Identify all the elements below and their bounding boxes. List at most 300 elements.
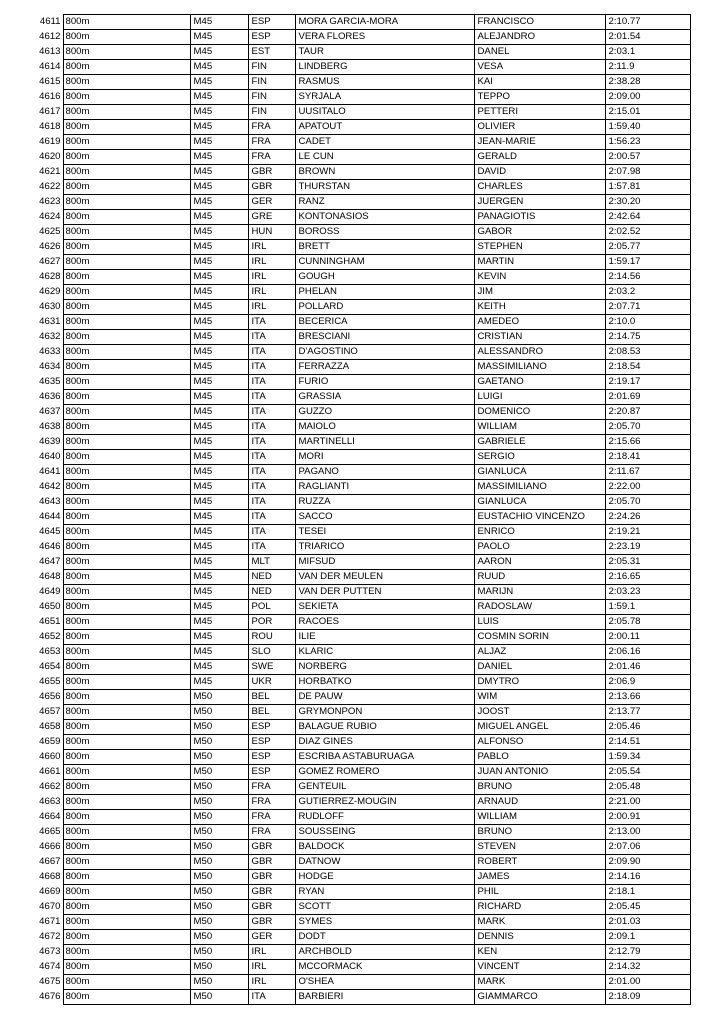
country-cell: ITA	[248, 540, 295, 555]
row-number-cell: 4622	[39, 181, 61, 192]
row-number-cell: 4665	[39, 826, 61, 837]
event-cell: 800m	[63, 540, 190, 555]
result-time-cell: 2:07.98	[605, 165, 690, 180]
row-number-cell: 4639	[39, 436, 61, 447]
event-cell: 800m	[63, 705, 190, 720]
row-number-cell: 4660	[39, 751, 61, 762]
age-category-cell: M45	[190, 135, 248, 150]
event-cell: 800m	[63, 840, 190, 855]
first-name-cell: DANEL	[474, 45, 605, 60]
country-cell: GER	[248, 195, 295, 210]
age-category-cell: M45	[190, 210, 248, 225]
first-name-cell: COSMIN SORIN	[474, 630, 605, 645]
country-cell: GBR	[248, 885, 295, 900]
row-number-cell: 4612	[39, 31, 61, 42]
table-row	[30, 330, 690, 345]
age-category-cell: M45	[190, 630, 248, 645]
country-cell: SLO	[248, 645, 295, 660]
result-time-cell: 2:05.31	[605, 555, 690, 570]
row-number-cell: 4645	[39, 526, 61, 537]
result-time-cell: 1:56.23	[605, 135, 690, 150]
table-row	[30, 675, 690, 690]
event-cell: 800m	[63, 435, 190, 450]
age-category-cell: M45	[190, 465, 248, 480]
table-row	[30, 930, 690, 945]
event-cell: 800m	[63, 405, 190, 420]
age-category-cell: M45	[190, 660, 248, 675]
table-row	[30, 225, 690, 240]
row-number-cell: 4642	[39, 481, 61, 492]
age-category-cell: M45	[190, 480, 248, 495]
age-category-cell: M50	[190, 870, 248, 885]
surname-cell: DIAZ GINES	[295, 735, 474, 750]
row-number-cell: 4611	[39, 16, 61, 27]
country-cell: GBR	[248, 900, 295, 915]
result-time-cell: 2:10.77	[605, 15, 690, 30]
row-number-cell: 4620	[39, 151, 61, 162]
country-cell: ITA	[248, 450, 295, 465]
first-name-cell: PETTERI	[474, 105, 605, 120]
first-name-cell: PHIL	[474, 885, 605, 900]
country-cell: ESP	[248, 750, 295, 765]
country-cell: HUN	[248, 225, 295, 240]
result-time-cell: 2:05.78	[605, 615, 690, 630]
result-time-cell: 1:59.34	[605, 750, 690, 765]
country-cell: NED	[248, 585, 295, 600]
result-time-cell: 2:19.17	[605, 375, 690, 390]
surname-cell: BARBIERI	[295, 990, 474, 1005]
first-name-cell: KEITH	[474, 300, 605, 315]
result-time-cell: 2:21.00	[605, 795, 690, 810]
country-cell: IRL	[248, 960, 295, 975]
result-time-cell: 2:01.03	[605, 915, 690, 930]
event-cell: 800m	[63, 600, 190, 615]
age-category-cell: M45	[190, 675, 248, 690]
age-category-cell: M45	[190, 285, 248, 300]
event-cell: 800m	[63, 360, 190, 375]
first-name-cell: PAOLO	[474, 540, 605, 555]
event-cell: 800m	[63, 495, 190, 510]
surname-cell: THURSTAN	[295, 180, 474, 195]
country-cell: ITA	[248, 390, 295, 405]
surname-cell: SYMES	[295, 915, 474, 930]
surname-cell: APATOUT	[295, 120, 474, 135]
event-cell: 800m	[63, 225, 190, 240]
table-row	[30, 90, 690, 105]
country-cell: FRA	[248, 120, 295, 135]
event-cell: 800m	[63, 465, 190, 480]
table-row	[30, 585, 690, 600]
country-cell: FRA	[248, 825, 295, 840]
country-cell: NED	[248, 570, 295, 585]
country-cell: GBR	[248, 840, 295, 855]
age-category-cell: M50	[190, 795, 248, 810]
surname-cell: FURIO	[295, 375, 474, 390]
row-number-cell: 4629	[39, 286, 61, 297]
country-cell: SWE	[248, 660, 295, 675]
result-time-cell: 2:30.20	[605, 195, 690, 210]
age-category-cell: M45	[190, 75, 248, 90]
surname-cell: RUZZA	[295, 495, 474, 510]
country-cell: GBR	[248, 915, 295, 930]
result-time-cell: 2:13.66	[605, 690, 690, 705]
table-row	[30, 390, 690, 405]
surname-cell: MARTINELLI	[295, 435, 474, 450]
first-name-cell: WIM	[474, 690, 605, 705]
age-category-cell: M45	[190, 300, 248, 315]
first-name-cell: GIANLUCA	[474, 465, 605, 480]
table-row	[30, 690, 690, 705]
table-row	[30, 405, 690, 420]
table-row	[30, 570, 690, 585]
table-row	[30, 345, 690, 360]
table-row	[30, 360, 690, 375]
country-cell: MLT	[248, 555, 295, 570]
surname-cell: GENTEUIL	[295, 780, 474, 795]
age-category-cell: M45	[190, 495, 248, 510]
country-cell: FRA	[248, 135, 295, 150]
result-time-cell: 2:05.46	[605, 720, 690, 735]
surname-cell: BRETT	[295, 240, 474, 255]
first-name-cell: BRUNO	[474, 780, 605, 795]
table-row	[30, 165, 690, 180]
result-time-cell: 2:12.79	[605, 945, 690, 960]
result-time-cell: 2:06.16	[605, 645, 690, 660]
row-number-cell: 4638	[39, 421, 61, 432]
table-row	[30, 480, 690, 495]
country-cell: FIN	[248, 90, 295, 105]
row-number-cell: 4650	[39, 601, 61, 612]
country-cell: ITA	[248, 990, 295, 1005]
country-cell: POL	[248, 600, 295, 615]
row-number-cell: 4676	[39, 991, 61, 1002]
event-cell: 800m	[63, 105, 190, 120]
surname-cell: ARCHBOLD	[295, 945, 474, 960]
country-cell: FIN	[248, 60, 295, 75]
table-row	[30, 75, 690, 90]
surname-cell: LINDBERG	[295, 60, 474, 75]
surname-cell: TAUR	[295, 45, 474, 60]
row-number-cell: 4673	[39, 946, 61, 957]
table-row	[30, 750, 690, 765]
table-row	[30, 870, 690, 885]
result-time-cell: 2:19.21	[605, 525, 690, 540]
result-time-cell: 2:09.00	[605, 90, 690, 105]
first-name-cell: STEPHEN	[474, 240, 605, 255]
row-number-cell: 4619	[39, 136, 61, 147]
table-row	[30, 30, 690, 45]
first-name-cell: GABRIELE	[474, 435, 605, 450]
first-name-cell: GIANLUCA	[474, 495, 605, 510]
first-name-cell: WILLIAM	[474, 810, 605, 825]
first-name-cell: OLIVIER	[474, 120, 605, 135]
surname-cell: TESEI	[295, 525, 474, 540]
first-name-cell: DANIEL	[474, 660, 605, 675]
country-cell: ITA	[248, 525, 295, 540]
row-number-cell: 4621	[39, 166, 61, 177]
event-cell: 800m	[63, 300, 190, 315]
result-time-cell: 2:05.48	[605, 780, 690, 795]
first-name-cell: JUAN ANTONIO	[474, 765, 605, 780]
event-cell: 800m	[63, 90, 190, 105]
event-cell: 800m	[63, 315, 190, 330]
event-cell: 800m	[63, 945, 190, 960]
result-time-cell: 2:05.54	[605, 765, 690, 780]
table-row	[30, 720, 690, 735]
table-row	[30, 780, 690, 795]
event-cell: 800m	[63, 885, 190, 900]
surname-cell: ILIE	[295, 630, 474, 645]
country-cell: IRL	[248, 270, 295, 285]
table-row	[30, 495, 690, 510]
country-cell: FIN	[248, 75, 295, 90]
surname-cell: GUTIERREZ-MOUGIN	[295, 795, 474, 810]
first-name-cell: PABLO	[474, 750, 605, 765]
event-cell: 800m	[63, 120, 190, 135]
result-time-cell: 2:18.54	[605, 360, 690, 375]
event-cell: 800m	[63, 240, 190, 255]
row-number-cell: 4644	[39, 511, 61, 522]
table-row	[30, 270, 690, 285]
surname-cell: HODGE	[295, 870, 474, 885]
row-number-cell: 4640	[39, 451, 61, 462]
country-cell: ITA	[248, 345, 295, 360]
surname-cell: MORA GARCIA-MORA	[295, 15, 474, 30]
event-cell: 800m	[63, 180, 190, 195]
age-category-cell: M45	[190, 420, 248, 435]
surname-cell: O'SHEA	[295, 975, 474, 990]
result-time-cell: 2:00.11	[605, 630, 690, 645]
table-row	[30, 810, 690, 825]
row-number-cell: 4641	[39, 466, 61, 477]
table-row	[30, 180, 690, 195]
surname-cell: RYAN	[295, 885, 474, 900]
age-category-cell: M45	[190, 360, 248, 375]
first-name-cell: LUIS	[474, 615, 605, 630]
age-category-cell: M45	[190, 510, 248, 525]
age-category-cell: M50	[190, 690, 248, 705]
event-cell: 800m	[63, 525, 190, 540]
table-row	[30, 840, 690, 855]
first-name-cell: AMEDEO	[474, 315, 605, 330]
country-cell: BEL	[248, 705, 295, 720]
event-cell: 800m	[63, 660, 190, 675]
surname-cell: MORI	[295, 450, 474, 465]
row-number-cell: 4666	[39, 841, 61, 852]
first-name-cell: MARK	[474, 915, 605, 930]
event-cell: 800m	[63, 390, 190, 405]
result-time-cell: 2:18.09	[605, 990, 690, 1005]
surname-cell: ESCRIBA ASTABURUAGA	[295, 750, 474, 765]
surname-cell: BALAGUE RUBIO	[295, 720, 474, 735]
surname-cell: SOUSSEING	[295, 825, 474, 840]
age-category-cell: M50	[190, 720, 248, 735]
event-cell: 800m	[63, 375, 190, 390]
row-number-cell: 4625	[39, 226, 61, 237]
surname-cell: RANZ	[295, 195, 474, 210]
age-category-cell: M45	[190, 345, 248, 360]
result-time-cell: 2:14.56	[605, 270, 690, 285]
result-time-cell: 2:42.64	[605, 210, 690, 225]
country-cell: ROU	[248, 630, 295, 645]
result-time-cell: 2:05.70	[605, 495, 690, 510]
age-category-cell: M50	[190, 900, 248, 915]
country-cell: ESP	[248, 720, 295, 735]
country-cell: ITA	[248, 510, 295, 525]
table-row	[30, 435, 690, 450]
surname-cell: VAN DER PUTTEN	[295, 585, 474, 600]
surname-cell: TRIARICO	[295, 540, 474, 555]
table-row	[30, 15, 690, 30]
age-category-cell: M45	[190, 165, 248, 180]
first-name-cell: EUSTACHIO VINCENZO	[474, 510, 605, 525]
first-name-cell: MARTIN	[474, 255, 605, 270]
country-cell: GRE	[248, 210, 295, 225]
first-name-cell: KEVIN	[474, 270, 605, 285]
result-time-cell: 2:05.70	[605, 420, 690, 435]
first-name-cell: LUIGI	[474, 390, 605, 405]
first-name-cell: ARNAUD	[474, 795, 605, 810]
table-row	[30, 945, 690, 960]
result-time-cell: 2:07.06	[605, 840, 690, 855]
first-name-cell: GABOR	[474, 225, 605, 240]
table-row	[30, 255, 690, 270]
results-table	[30, 14, 691, 1005]
country-cell: FRA	[248, 780, 295, 795]
surname-cell: MCCORMACK	[295, 960, 474, 975]
row-number-cell: 4661	[39, 766, 61, 777]
surname-cell: RAGLIANTI	[295, 480, 474, 495]
table-row	[30, 210, 690, 225]
row-number-cell: 4668	[39, 871, 61, 882]
country-cell: ITA	[248, 330, 295, 345]
country-cell: ITA	[248, 420, 295, 435]
first-name-cell: TEPPO	[474, 90, 605, 105]
event-cell: 800m	[63, 45, 190, 60]
country-cell: GBR	[248, 165, 295, 180]
first-name-cell: GIAMMARCO	[474, 990, 605, 1005]
first-name-cell: CHARLES	[474, 180, 605, 195]
row-number-cell: 4651	[39, 616, 61, 627]
country-cell: FRA	[248, 150, 295, 165]
table-row	[30, 555, 690, 570]
row-number-cell: 4613	[39, 46, 61, 57]
result-time-cell: 2:09.90	[605, 855, 690, 870]
surname-cell: VERA FLORES	[295, 30, 474, 45]
first-name-cell: JOOST	[474, 705, 605, 720]
table-row	[30, 105, 690, 120]
surname-cell: POLLARD	[295, 300, 474, 315]
first-name-cell: MARIJN	[474, 585, 605, 600]
surname-cell: CUNNINGHAM	[295, 255, 474, 270]
surname-cell: MAIOLO	[295, 420, 474, 435]
row-number-cell: 4616	[39, 91, 61, 102]
country-cell: GER	[248, 930, 295, 945]
age-category-cell: M45	[190, 405, 248, 420]
event-cell: 800m	[63, 990, 190, 1005]
row-number-cell: 4664	[39, 811, 61, 822]
surname-cell: KLARIC	[295, 645, 474, 660]
event-cell: 800m	[63, 810, 190, 825]
result-time-cell: 2:01.00	[605, 975, 690, 990]
event-cell: 800m	[63, 750, 190, 765]
first-name-cell: AARON	[474, 555, 605, 570]
surname-cell: VAN DER MEULEN	[295, 570, 474, 585]
country-cell: IRL	[248, 240, 295, 255]
first-name-cell: DENNIS	[474, 930, 605, 945]
row-number-cell: 4655	[39, 676, 61, 687]
surname-cell: PAGANO	[295, 465, 474, 480]
first-name-cell: JIM	[474, 285, 605, 300]
age-category-cell: M50	[190, 765, 248, 780]
result-time-cell: 2:22.00	[605, 480, 690, 495]
age-category-cell: M45	[190, 555, 248, 570]
event-cell: 800m	[63, 480, 190, 495]
country-cell: IRL	[248, 945, 295, 960]
result-time-cell: 2:01.69	[605, 390, 690, 405]
event-cell: 800m	[63, 870, 190, 885]
age-category-cell: M45	[190, 450, 248, 465]
result-time-cell: 1:59.40	[605, 120, 690, 135]
row-number-cell: 4649	[39, 586, 61, 597]
age-category-cell: M50	[190, 945, 248, 960]
event-cell: 800m	[63, 255, 190, 270]
row-number-cell: 4643	[39, 496, 61, 507]
country-cell: UKR	[248, 675, 295, 690]
result-time-cell: 2:03.1	[605, 45, 690, 60]
age-category-cell: M45	[190, 315, 248, 330]
row-number-cell: 4669	[39, 886, 61, 897]
country-cell: ITA	[248, 405, 295, 420]
result-time-cell: 2:06.9	[605, 675, 690, 690]
age-category-cell: M45	[190, 45, 248, 60]
row-number-cell: 4652	[39, 631, 61, 642]
row-number-cell: 4631	[39, 316, 61, 327]
result-time-cell: 2:01.46	[605, 660, 690, 675]
age-category-cell: M50	[190, 780, 248, 795]
result-time-cell: 1:59.1	[605, 600, 690, 615]
age-category-cell: M50	[190, 960, 248, 975]
result-time-cell: 1:57.81	[605, 180, 690, 195]
surname-cell: SYRJALA	[295, 90, 474, 105]
country-cell: ITA	[248, 315, 295, 330]
event-cell: 800m	[63, 150, 190, 165]
result-time-cell: 2:16.65	[605, 570, 690, 585]
country-cell: FRA	[248, 795, 295, 810]
age-category-cell: M45	[190, 330, 248, 345]
first-name-cell: SERGIO	[474, 450, 605, 465]
row-number-cell: 4656	[39, 691, 61, 702]
surname-cell: BALDOCK	[295, 840, 474, 855]
row-number-cell: 4657	[39, 706, 61, 717]
table-row	[30, 240, 690, 255]
age-category-cell: M45	[190, 15, 248, 30]
row-number-cell: 4636	[39, 391, 61, 402]
age-category-cell: M45	[190, 150, 248, 165]
age-category-cell: M45	[190, 645, 248, 660]
event-cell: 800m	[63, 345, 190, 360]
event-cell: 800m	[63, 915, 190, 930]
age-category-cell: M45	[190, 570, 248, 585]
country-cell: FIN	[248, 105, 295, 120]
result-time-cell: 2:02.52	[605, 225, 690, 240]
first-name-cell: DMYTRO	[474, 675, 605, 690]
event-cell: 800m	[63, 555, 190, 570]
event-cell: 800m	[63, 510, 190, 525]
event-cell: 800m	[63, 285, 190, 300]
event-cell: 800m	[63, 450, 190, 465]
first-name-cell: JUERGEN	[474, 195, 605, 210]
